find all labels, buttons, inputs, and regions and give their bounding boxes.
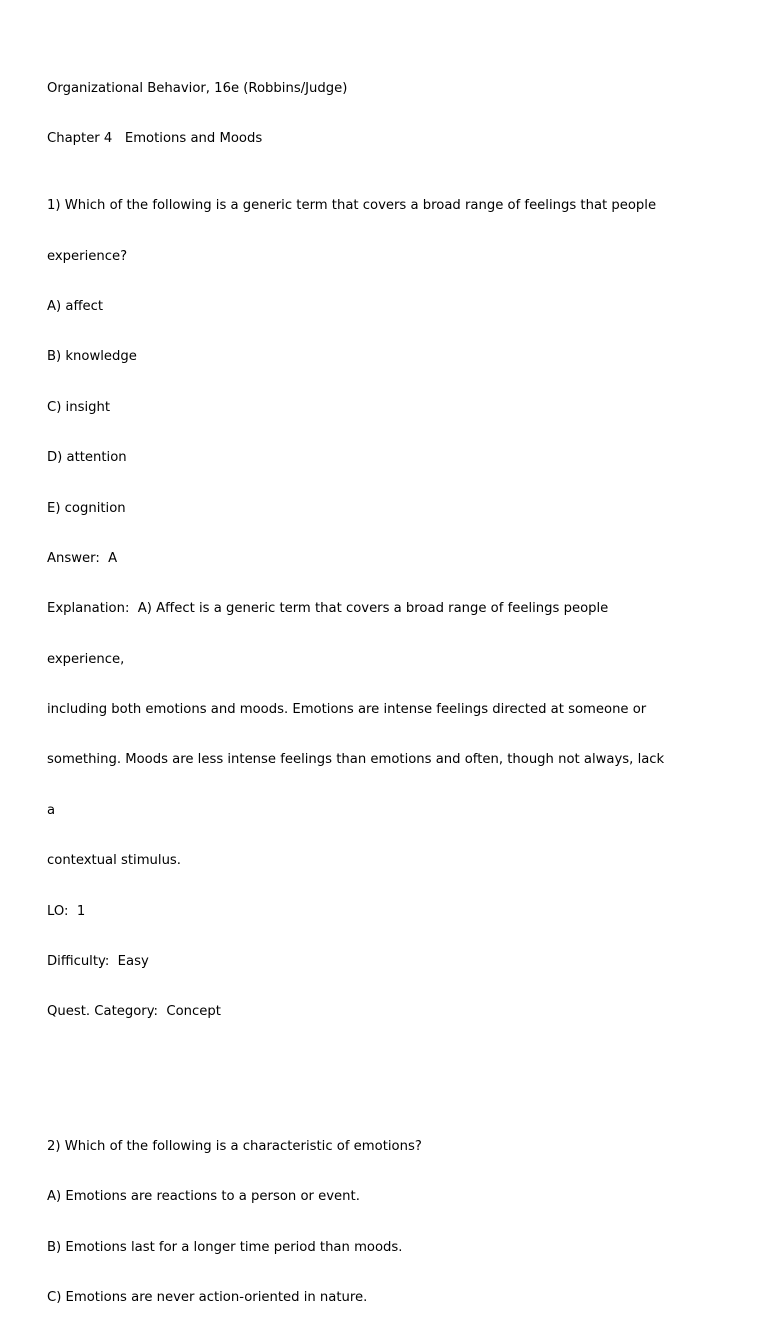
book-title: Organizational Behavior, 16e (Robbins/Judge) (47, 80, 348, 96)
question-1-learning-objective: LO: 1 (47, 903, 86, 919)
question-2-stem: 2) Which of the following is a characteristic of emotions? (47, 1138, 422, 1154)
question-1-explanation-line-3: including both emotions and moods. Emotions are intense feelings directed at someone or (47, 702, 647, 718)
chapter-title: Chapter 4 Emotions and Moods (47, 130, 263, 146)
question-2-option-c: C) Emotions are never action-oriented in nature. (47, 1289, 368, 1305)
question-1-stem-line-1: 1) Which of the following is a generic term that covers a broad range of feelings that people (47, 198, 657, 214)
question-1-answer: Answer: A (47, 550, 118, 566)
question-2-option-b: B) Emotions last for a longer time period than moods. (47, 1239, 403, 1255)
question-1-option-e: E) cognition (47, 500, 126, 516)
question-1-explanation-line-1: Explanation: A) Affect is a generic term that covers a broad range of feelings people (47, 601, 609, 617)
question-1-stem-line-2: experience? (47, 248, 128, 264)
question-1-difficulty: Difficulty: Easy (47, 954, 149, 970)
question-2-option-a: A) Emotions are reactions to a person or event. (47, 1189, 360, 1205)
document-text (47, 47, 747, 1340)
question-1-explanation-line-5: a (47, 802, 56, 818)
question-1-option-a: A) affect (47, 298, 104, 314)
blank-line (47, 1072, 747, 1089)
question-1-option-b: B) knowledge (47, 349, 137, 365)
question-1-option-d: D) attention (47, 450, 127, 466)
question-1-explanation-line-2: experience, (47, 651, 125, 667)
question-1-explanation-line-4: something. Moods are less intense feelings than emotions and often, though not always, lack (47, 752, 665, 768)
question-1-category: Quest. Category: Concept (47, 1004, 221, 1020)
question-1-option-c: C) insight (47, 399, 111, 415)
question-1-explanation-line-6: contextual stimulus. (47, 853, 181, 869)
